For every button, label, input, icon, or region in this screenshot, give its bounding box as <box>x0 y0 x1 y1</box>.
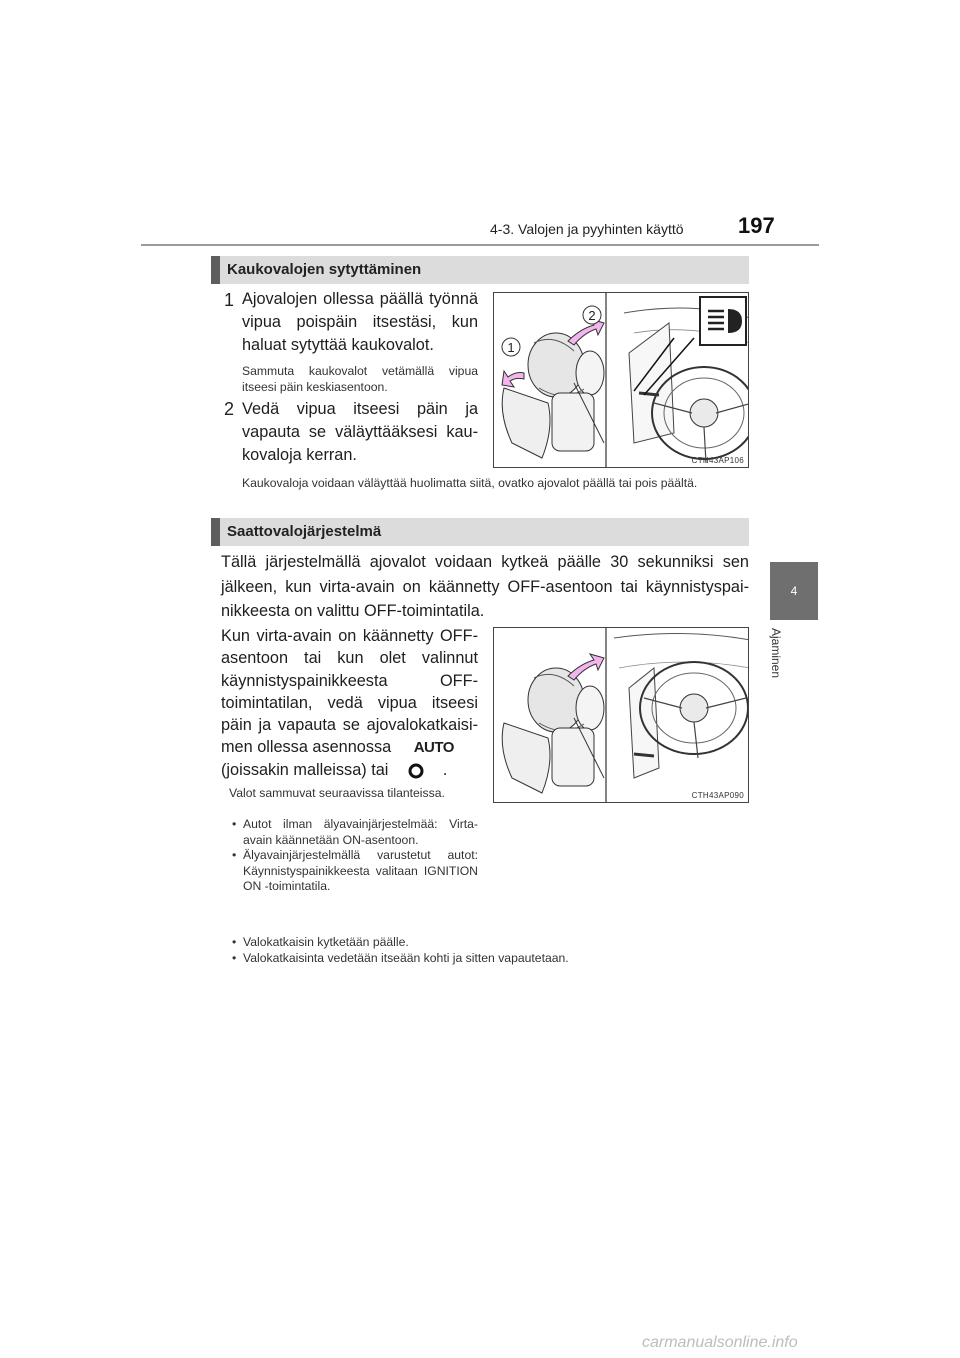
section-header-title: 4-3. Valojen ja pyyhinten käyttö <box>490 221 684 237</box>
figure-code: CTH43AP090 <box>691 791 744 800</box>
step-1-text: Ajovalojen ollessa päällä työnnä vipua poispäin itsestäsi, kun haluat sytyttää kaukovalot. <box>242 290 478 354</box>
watermark: carmanualsonline.info <box>642 1334 798 1351</box>
section-1-note: Kaukovaloja voidaan väläyttää huolimatta siitä, ovatko ajovalot päällä tai pois päältä. <box>242 476 698 490</box>
lights-off-conditions-list-continued <box>229 935 749 966</box>
escort-lights-figure <box>493 627 749 803</box>
step-number-1: 1 <box>223 290 234 310</box>
step-1-note: Sammuta kaukovalot vetämällä vipua itseesi päin keskiasentoon. <box>242 364 478 394</box>
list-item: • Älyavainjärjestelmällä varustetut autot: Käynnistyspainikkeesta valitaan IGNITION ON -toimintatila. <box>229 848 478 895</box>
chapter-label <box>769 628 805 708</box>
figure-code: CTH43AP106 <box>691 456 744 465</box>
list-item: • Valokatkaisinta vedetään itseään kohti ja sitten vapautetaan. <box>229 951 749 967</box>
auto-symbol: AUTO <box>413 739 454 757</box>
step-number-2: 2 <box>223 399 234 419</box>
header-divider <box>141 244 819 246</box>
page-number: 197 <box>738 213 775 238</box>
lights-off-conditions-list <box>229 817 478 895</box>
figure-callout-1: 1 <box>507 340 515 355</box>
chapter-label-text: Ajaminen <box>769 628 783 679</box>
instructions-text-b: (joissakin malleissa) tai <box>221 761 389 780</box>
chapter-tab <box>770 562 818 620</box>
high-beam-illustration <box>494 293 749 468</box>
chapter-number: 4 <box>790 584 798 598</box>
high-beam-figure <box>493 292 749 468</box>
instructions-text-a: Kun virta-avain on käännetty OFF-asentoon tai kun olet valinnut käynnistyspainikkeesta OFF-toimintatilan, vedä vipua itseesi päin ja vapauta se ajovalokatkaisimen ollessa asennossa <box>221 627 478 757</box>
section-heading-high-beam: Kaukovalojen sytyttäminen <box>211 256 749 284</box>
escort-lights-intro: Tällä järjestelmällä ajovalot voidaan kytkeä päälle 30 sekunniksi sen jälkeen, kun virta-avain on käännetty OFF-asentoon tai käynnistyspainikkeesta on valittu OFF-toimintatila. <box>221 553 749 620</box>
list-item: • Valokatkaisin kytketään päälle. <box>229 935 749 951</box>
escort-lights-instructions <box>221 625 478 782</box>
list-item: • Autot ilman älyavainjärjestelmää: Virta-avain käännetään ON-asentoon. <box>229 817 478 848</box>
instructions-text-end: . <box>442 761 448 780</box>
figure-callout-2: 2 <box>588 308 596 323</box>
step-2-text: Vedä vipua itseesi päin ja vapauta se väläyttääksesi kaukovaloja kerran. <box>242 400 478 464</box>
section-heading-escort-lights: Saattovalojärjestelmä <box>211 518 749 546</box>
escort-lights-illustration <box>494 628 749 803</box>
headlight-icon <box>407 762 441 780</box>
lights-off-conditions-intro: Valot sammuvat seuraavissa tilanteissa. <box>229 786 445 800</box>
